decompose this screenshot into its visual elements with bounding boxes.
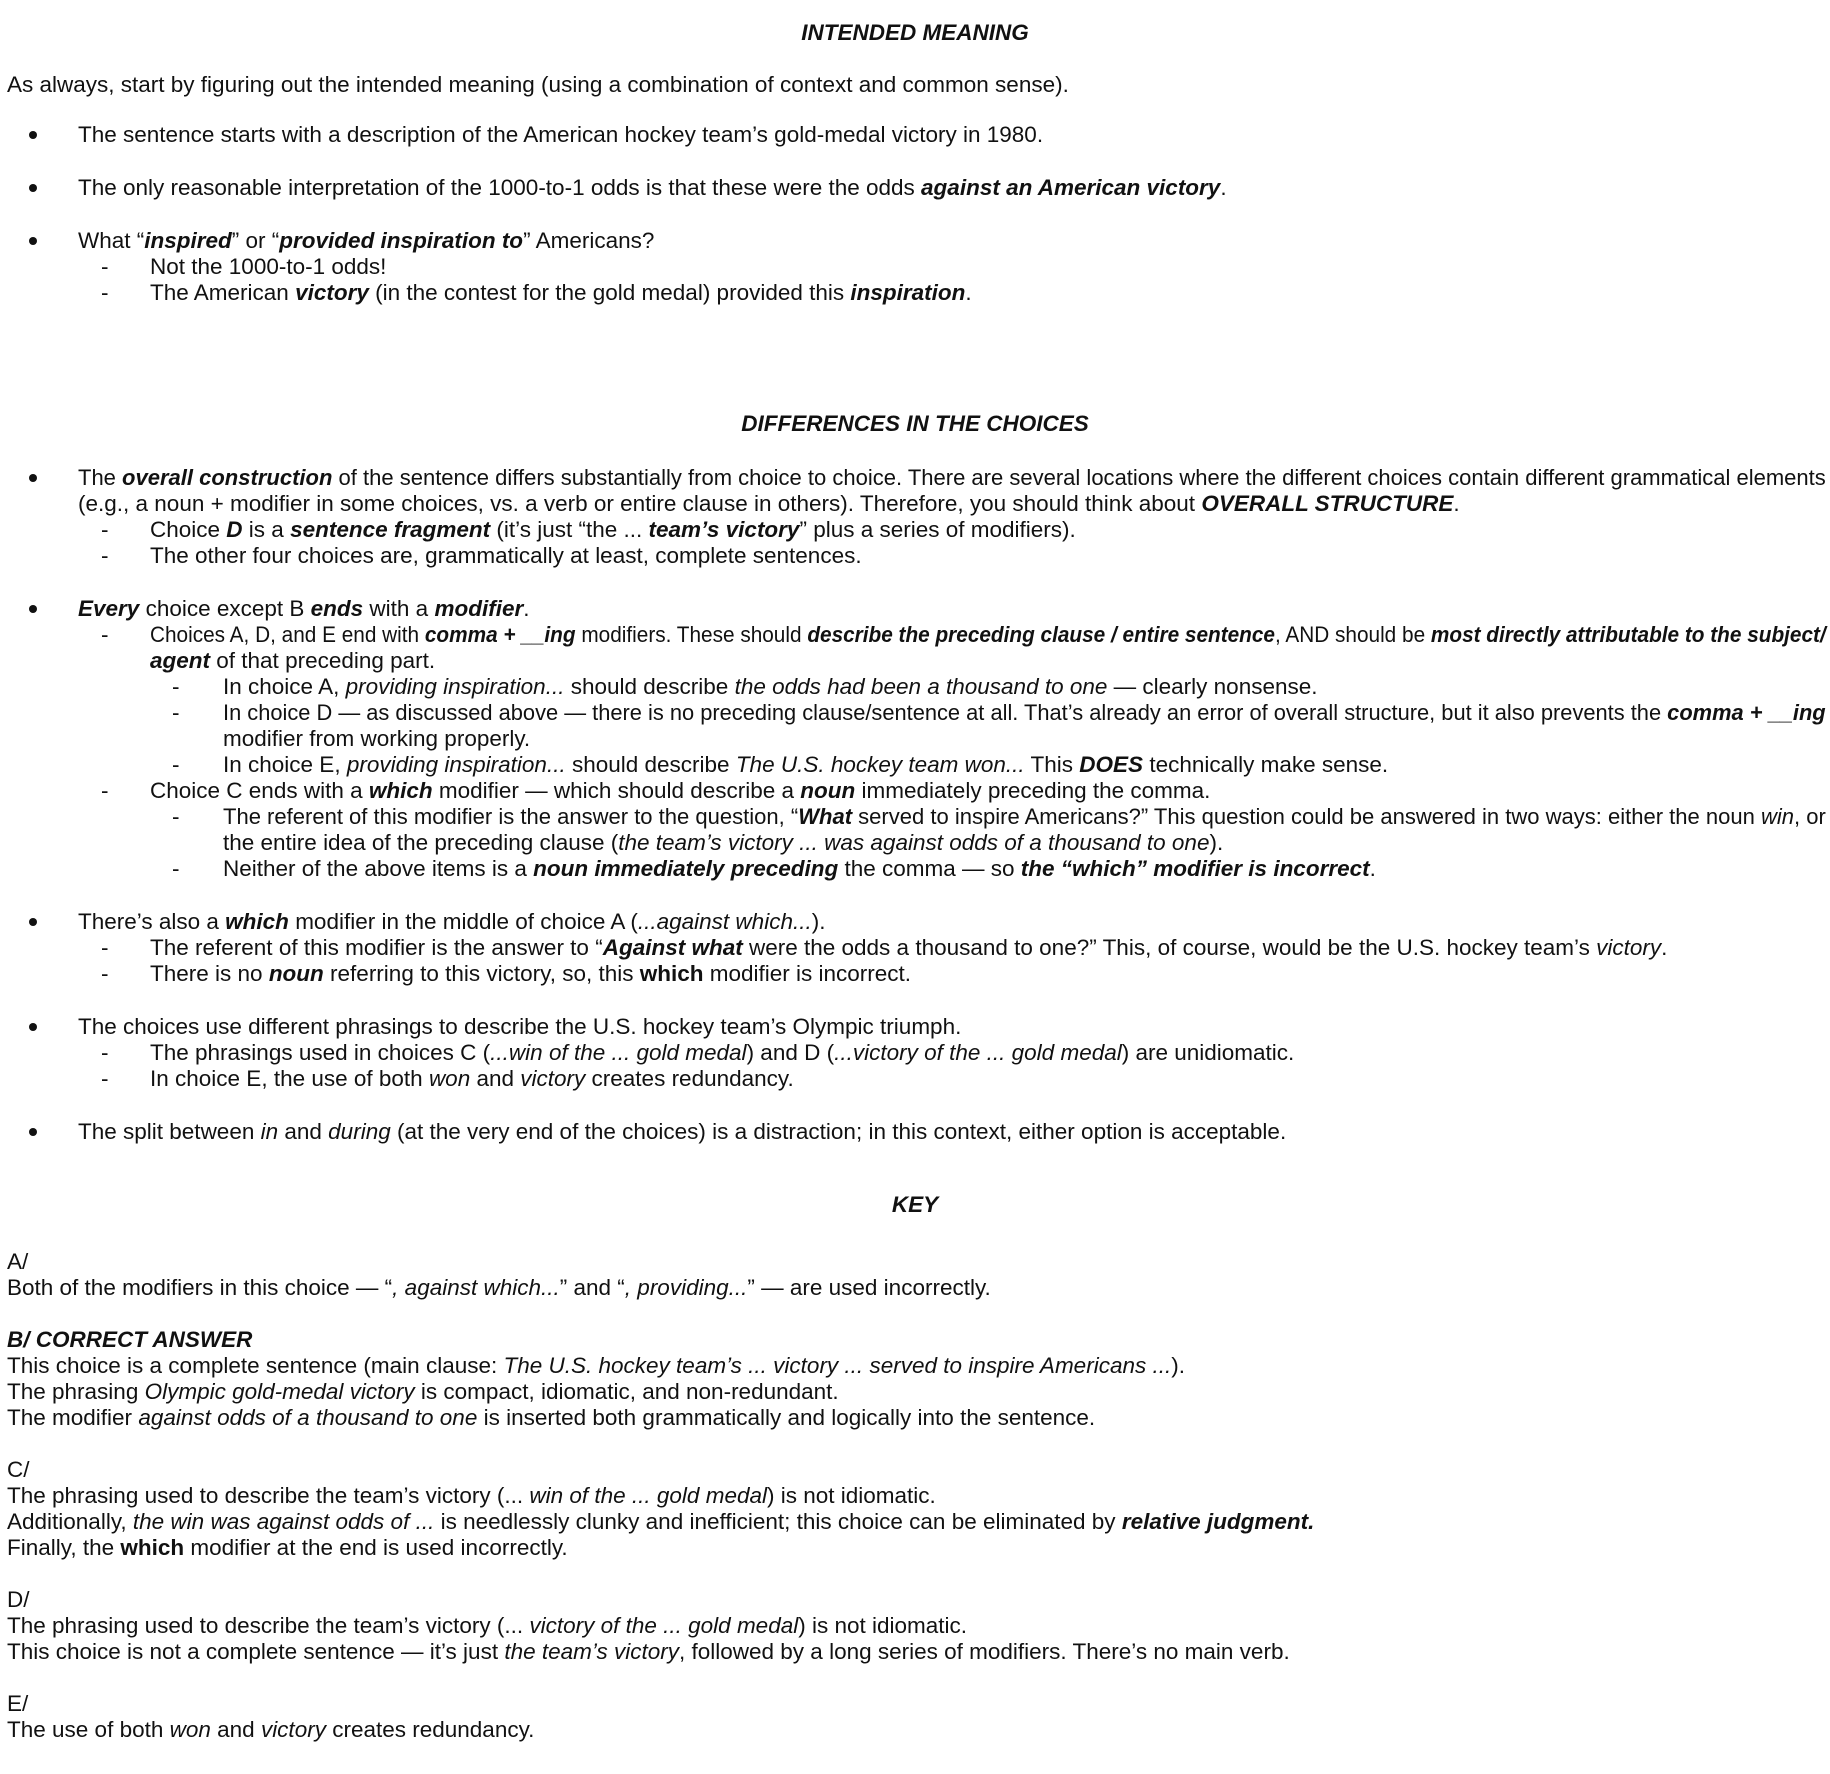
key-choice-d-label: D/ (7, 1587, 30, 1612)
bullet-marker (29, 1128, 37, 1136)
differences-bullet-1-line-2: (e.g., a noun + modifier in some choices, vs. a verb or entire clause in others). Therefore, you should think about OVERALL STRUCTURE. (78, 491, 1460, 516)
dash-marker: - (101, 778, 109, 803)
differences-subitem: Choice C ends with a which modifier — which should describe a noun immediately preceding the comma. (150, 778, 1211, 803)
heading-differences: DIFFERENCES IN THE CHOICES (741, 411, 1089, 436)
bullet-marker (29, 184, 37, 192)
dash-marker: - (172, 752, 180, 777)
differences-subitem: The other four choices are, grammatically at least, complete sentences. (150, 543, 862, 568)
differences-bullet-1-line-1: The overall construction of the sentence differs substantially from choice to choice. There are several locations where the different choices contain different grammatical elements (78, 465, 1826, 490)
key-choice-e-label: E/ (7, 1691, 29, 1716)
dash-marker: - (101, 935, 109, 960)
bullet-marker (29, 237, 37, 245)
heading-intended-meaning: INTENDED MEANING (801, 20, 1029, 45)
dash-marker: - (101, 961, 109, 986)
differences-sub-subitem: the entire idea of the preceding clause (the team’s victory ... was against odds of a thousand to one). (223, 830, 1224, 855)
bullet-marker (29, 131, 37, 139)
differences-sub-subitem: Neither of the above items is a noun immediately preceding the comma — so the “which” modifier is incorrect. (223, 856, 1376, 881)
key-choice-d-text: This choice is not a complete sentence — it’s just the team’s victory, followed by a long series of modifiers. There’s no main verb. (7, 1639, 1290, 1664)
differences-subitem: The referent of this modifier is the answer to “Against what were the odds a thousand to one?” This, of course, would be the U.S. hockey team’s victory. (150, 935, 1668, 960)
differences-sub-subitem: The referent of this modifier is the answer to the question, “What served to inspire Americans?” This question could be answered in two ways: either the noun win, or (223, 804, 1826, 829)
intended-bullet-1: The sentence starts with a description of the American hockey team’s gold-medal victory in 1980. (78, 122, 1044, 147)
differences-sub-subitem: In choice A, providing inspiration... should describe the odds had been a thousand to one — clearly nonsense. (223, 674, 1318, 699)
differences-sub-subitem: modifier from working properly. (223, 726, 531, 751)
bullet-marker (29, 474, 37, 482)
intended-subitem-2: The American victory (in the contest for the gold medal) provided this inspiration. (150, 280, 972, 305)
intended-subitem-1: Not the 1000-to-1 odds! (150, 254, 387, 279)
dash-marker: - (172, 700, 180, 725)
differences-subitem: The phrasings used in choices C (...win of the ... gold medal) and D (...victory of the ... gold medal) are unidiomatic. (150, 1040, 1295, 1065)
key-choice-d-text: The phrasing used to describe the team’s victory (... victory of the ... gold medal) is not idiomatic. (7, 1613, 968, 1638)
dash-marker: - (101, 543, 109, 568)
differences-bullet-4: The choices use different phrasings to describe the U.S. hockey team’s Olympic triumph. (78, 1014, 962, 1039)
key-choice-c-label: C/ (7, 1457, 30, 1482)
dash-marker: - (172, 674, 180, 699)
key-choice-e-text: The use of both won and victory creates redundancy. (7, 1717, 535, 1742)
intended-bullet-3: What “inspired” or “provided inspiration to” Americans? (78, 228, 655, 253)
intended-bullet-2: The only reasonable interpretation of the 1000-to-1 odds is that these were the odds against an American victory. (78, 175, 1227, 200)
differences-sub-subitem: In choice E, providing inspiration... should describe The U.S. hockey team won... This DOES technically make sense. (223, 752, 1389, 777)
differences-subitem: Choice D is a sentence fragment (it’s just “the ... team’s victory” plus a series of modifiers). (150, 517, 1076, 542)
differences-subitem: In choice E, the use of both won and victory creates redundancy. (150, 1066, 794, 1091)
key-choice-b-text: The modifier against odds of a thousand to one is inserted both grammatically and logically into the sentence. (7, 1405, 1096, 1430)
dash-marker: - (101, 622, 109, 647)
dash-marker: - (172, 856, 180, 881)
key-choice-b-text: This choice is a complete sentence (main clause: The U.S. hockey team’s ... victory ... served to inspire Americans ...). (7, 1353, 1185, 1378)
key-choice-b-text: The phrasing Olympic gold-medal victory is compact, idiomatic, and non-redundant. (7, 1379, 839, 1404)
dash-marker: - (172, 804, 180, 829)
differences-subitem: Choices A, D, and E end with comma + __ing modifiers. These should describe the preceding clause / entire sentence, AND should be most directly attributable to the subject/ (150, 622, 1826, 647)
dash-marker: - (101, 254, 109, 279)
key-choice-a-text: Both of the modifiers in this choice — “, against which...” and “, providing...” — are used incorrectly. (7, 1275, 991, 1300)
intended-intro: As always, start by figuring out the intended meaning (using a combination of context and common sense). (7, 72, 1069, 97)
heading-key: KEY (891, 1192, 939, 1217)
differences-subitem: agent of that preceding part. (150, 648, 436, 673)
key-choice-c-text: Finally, the which modifier at the end is used incorrectly. (7, 1535, 568, 1560)
key-choice-b-label: B/ CORRECT ANSWER (7, 1327, 253, 1352)
dash-marker: - (101, 1040, 109, 1065)
differences-bullet-3: There’s also a which modifier in the middle of choice A (...against which...). (78, 909, 826, 934)
dash-marker: - (101, 517, 109, 542)
dash-marker: - (101, 280, 109, 305)
differences-sub-subitem: In choice D — as discussed above — there is no preceding clause/sentence at all. That’s already an error of overall structure, but it also prevents the comma + __ing (223, 700, 1826, 725)
key-choice-c-text: The phrasing used to describe the team’s victory (... win of the ... gold medal) is not idiomatic. (7, 1483, 936, 1508)
bullet-marker (29, 605, 37, 613)
differences-bullet-5: The split between in and during (at the very end of the choices) is a distraction; in this context, either option is acceptable. (78, 1119, 1287, 1144)
key-choice-c-text: Additionally, the win was against odds of ... is needlessly clunky and inefficient; this choice can be eliminated by relative judgment. (7, 1509, 1315, 1534)
bullet-marker (29, 918, 37, 926)
dash-marker: - (101, 1066, 109, 1091)
bullet-marker (29, 1023, 37, 1031)
differences-bullet-2: Every choice except B ends with a modifier. (78, 596, 530, 621)
key-choice-a-label: A/ (7, 1249, 29, 1274)
differences-subitem: There is no noun referring to this victory, so, this which modifier is incorrect. (150, 961, 912, 986)
